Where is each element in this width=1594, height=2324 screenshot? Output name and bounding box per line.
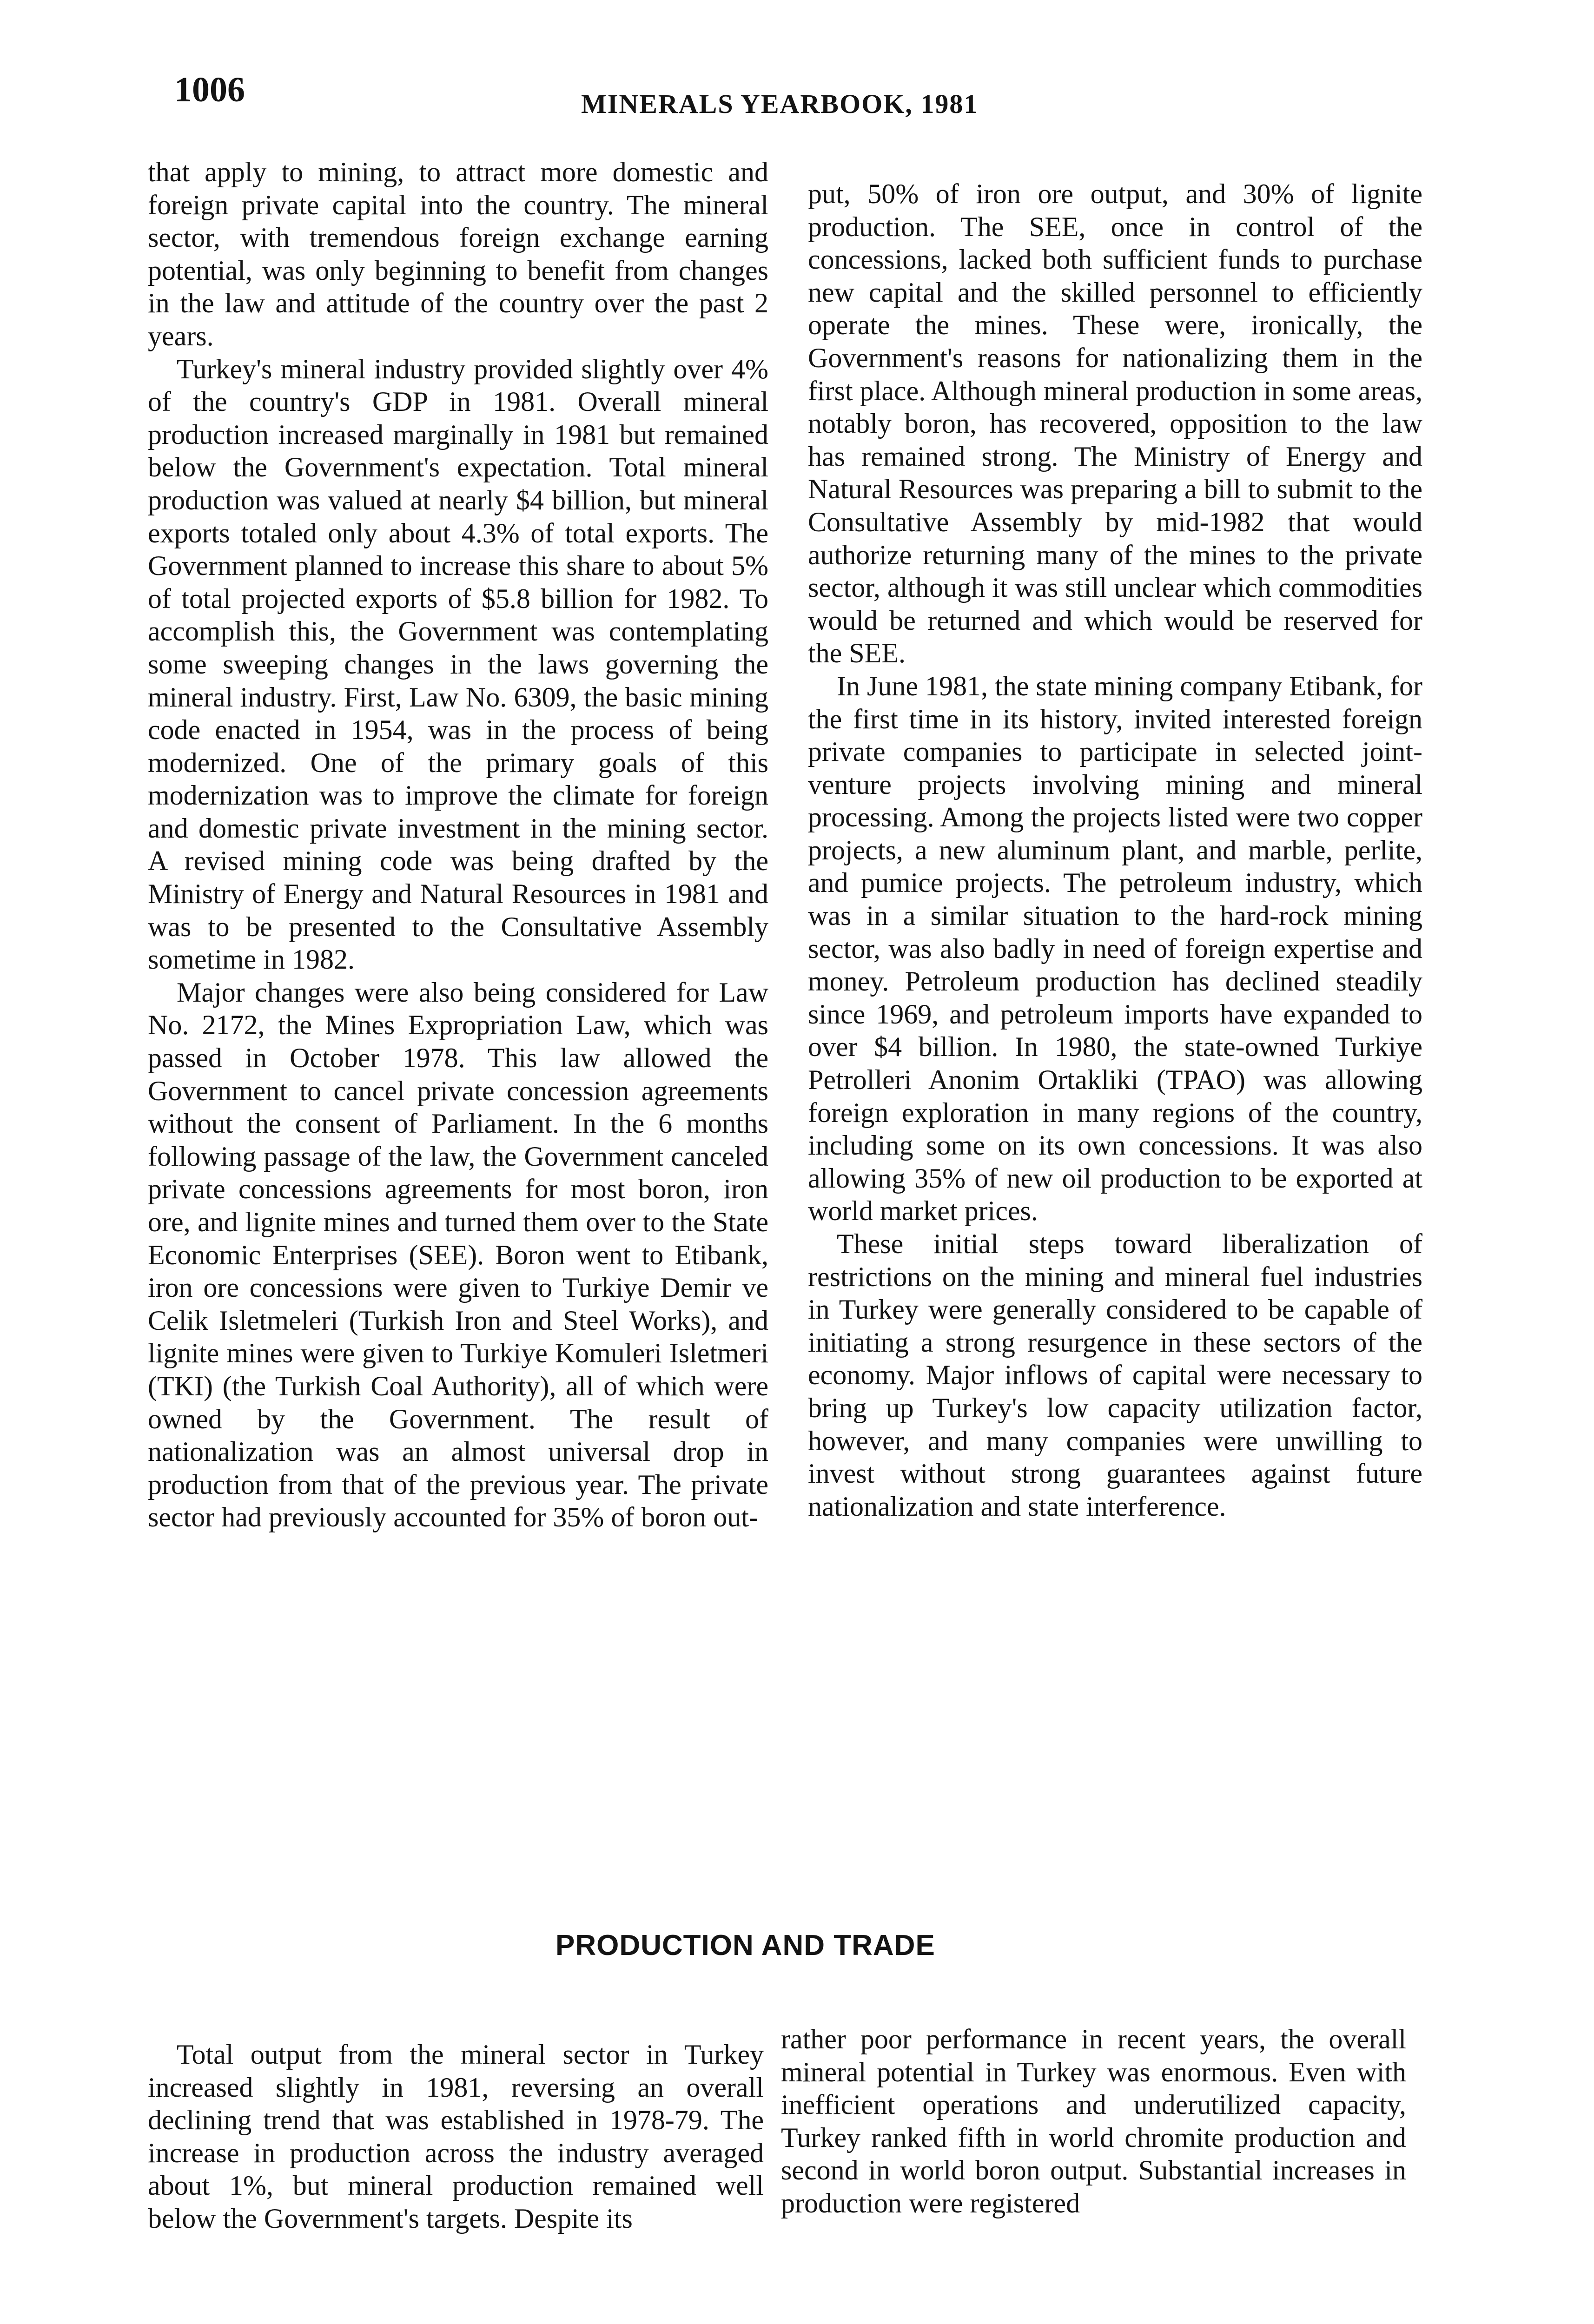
- paragraph: that apply to mining, to attract more domestic and foreign private capital into the country. The mineral sector, with tremendous foreign exchange earning potential, was only beginning to benefit from changes in the law and attitude of the country over the past 2 years.: [148, 157, 768, 351]
- paragraph: Total output from the mineral sector in Turkey increased slightly in 1981, reversing an overall declining trend that was established in 1978-79. The increase in production across the industry averaged about 1%, but mineral production remained well below the Government's targets. Despite its: [148, 2039, 764, 2234]
- upper-right-column: [808, 178, 1422, 1523]
- paragraph: rather poor performance in recent years, the overall mineral potential in Turkey was enormous. Even with inefficient operations and underutilized capacity, Turkey ranked fifth in world chromite production and second in world boron output. Substantial increases in production were registered: [781, 2024, 1406, 2218]
- running-head-title: MINERALS YEARBOOK, 1981: [581, 89, 979, 119]
- paragraph: In June 1981, the state mining company Etibank, for the first time in its history, invited interested foreign private companies to participate in selected joint-venture projects involving mining and mineral processing. Among the projects listed were two copper projects, a new aluminum plant, and marble, perlite, and pumice projects. The petroleum industry, which was in a similar situation to the hard-rock mining sector, was also badly in need of foreign expertise and money. Petroleum production has declined steadily since 1969, and petroleum imports have expanded to over $4 billion. In 1980, the state-owned Turkiye Petrolleri Anonim Ortakliki (TPAO) was allowing foreign exploration in many regions of the country, including some on its own concessions. It was also allowing 35% of new oil production to be exported at world market prices.: [808, 670, 1422, 1227]
- page-number: 1006: [174, 70, 245, 109]
- lower-left-column: [148, 2038, 764, 2235]
- paragraph: put, 50% of iron ore output, and 30% of lignite production. The SEE, once in control of the concessions, lacked both sufficient funds to purchase new capital and the skilled personnel to efficiently operate the mines. These were, ironically, the Government's reasons for nationalizing them in the first place. Although mineral production in some areas, notably boron, has recovered, opposition to the law has remained strong. The Ministry of Energy and Natural Resources was preparing a bill to submit to the Consultative Assembly by mid-1982 that would authorize returning many of the mines to the private sector, although it was still unclear which commodities would be returned and which would be reserved for the SEE.: [808, 178, 1422, 669]
- paragraph: These initial steps toward liberalization of restrictions on the mining and mineral fuel industries in Turkey were generally considered to be capable of initiating a strong resurgence in these sectors of the economy. Major inflows of capital were necessary to bring up Turkey's low capacity utilization factor, however, and many companies were unwilling to invest without strong guarantees against future nationalization and state interference.: [808, 1228, 1422, 1522]
- upper-left-column: [148, 156, 768, 1534]
- section-heading: PRODUCTION AND TRADE: [556, 1929, 935, 1961]
- lower-right-column: [781, 2023, 1406, 2220]
- paragraph: Turkey's mineral industry provided slightly over 4% of the country's GDP in 1981. Overall mineral production increased marginally in 1981 but remained below the Government's expectation. Total mineral production was valued at nearly $4 billion, but mineral exports totaled only about 4.3% of total exports. The Government planned to increase this share to about 5% of total projected exports of $5.8 billion for 1982. To accomplish this, the Government was contemplating some sweeping changes in the laws governing the mineral industry. First, Law No. 6309, the basic mining code enacted in 1954, was in the process of being modernized. One of the primary goals of this modernization was to improve the climate for foreign and domestic private investment in the mining sector. A revised mining code was being drafted by the Ministry of Energy and Natural Resources in 1981 and was to be presented to the Consultative Assembly sometime in 1982.: [148, 353, 768, 975]
- paragraph: Major changes were also being considered for Law No. 2172, the Mines Expropriation Law, which was passed in October 1978. This law allowed the Government to cancel private concession agreements without the consent of Parliament. In the 6 months following passage of the law, the Government canceled private concessions agreements for most boron, iron ore, and lignite mines and turned them over to the State Economic Enterprises (SEE). Boron went to Etibank, iron ore concessions were given to Turkiye Demir ve Celik Isletmeleri (Turkish Iron and Steel Works), and lignite mines were given to Turkiye Komuleri Isletmeri (TKI) (the Turkish Coal Authority), all of which were owned by the Government. The result of nationalization was an almost universal drop in production from that of the previous year. The private sector had previously accounted for 35% of boron out-: [148, 977, 768, 1533]
